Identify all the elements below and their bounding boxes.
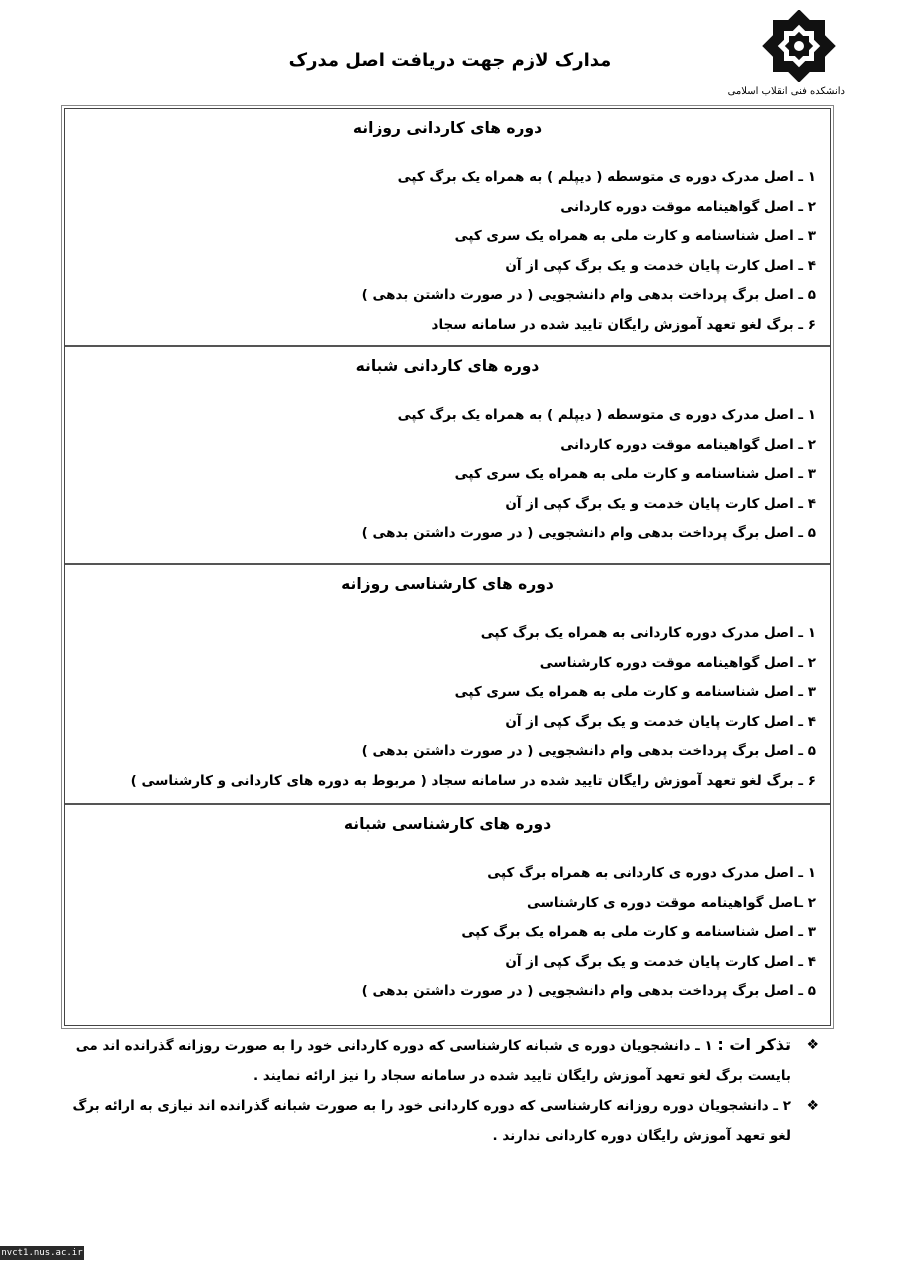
note-text: ۲ ـ دانشجویان دوره روزانه کارشناسی که دوره کاردانی خود را به صورت شبانه گذرانده اند نیازی به ارائه برگ لغو تعهد آموزش رایگان دوره کاردانی ندارند . (72, 1098, 791, 1144)
list-item: ۵ ـ اصل برگ پرداخت بدهی وام دانشجویی ( در صورت داشتن بدهی ) (361, 743, 816, 759)
footer-url: nvct1.nus.ac.ir (1, 1248, 83, 1258)
college-logo (727, 10, 845, 110)
list-item: ۵ ـ اصل برگ پرداخت بدهی وام دانشجویی ( در صورت داشتن بدهی ) (361, 525, 816, 541)
list-item: ۴ ـ اصل کارت پایان خدمت و یک برگ کپی از آن (505, 953, 816, 970)
requirements-list (65, 401, 830, 549)
requirements-table (64, 108, 831, 1026)
list-item: ۳ ـ اصل شناسنامه و کارت ملی به همراه یک سری کپی (454, 684, 816, 700)
list-item: ۵ ـ اصل برگ پرداخت بدهی وام دانشجویی ( در صورت داشتن بدهی ) (361, 983, 816, 999)
note-item (64, 1030, 831, 1091)
list-item: ۳ ـ اصل شناسنامه و کارت ملی به همراه یک سری کپی (454, 466, 816, 482)
section-title: دوره های کاردانی روزانه (352, 119, 543, 137)
logo-caption: دانشکده فنی انقلاب اسلامی (727, 86, 845, 97)
page-title: مدارک لازم جهت دریافت اصل مدرک (288, 50, 612, 71)
list-item: ۵ ـ اصل برگ پرداخت بدهی وام دانشجویی ( در صورت داشتن بدهی ) (361, 287, 816, 303)
section-bachelor-day (65, 565, 830, 805)
section-associate-evening (65, 347, 830, 565)
list-item: ۲ ـ اصل گواهینامه موقت دوره کاردانی (560, 198, 816, 215)
list-item: ۳ ـ اصل شناسنامه و کارت ملی به همراه یک برگ کپی (461, 924, 816, 940)
requirements-list (65, 619, 830, 796)
list-item: ۲ ـاصل گواهینامه موقت دوره ی کارشناسی (526, 894, 816, 911)
note-text: ۱ ـ دانشجویان دوره ی شبانه کارشناسی که دوره کاردانی خود را به صورت روزانه گذرانده اند می بایست برگ لغو تعهد آموزش رایگان تایید شده در سامانه سجاد را نیز ارائه نمایند . (75, 1038, 791, 1084)
logo-emblem-icon (753, 10, 845, 82)
diamond-bullet-icon: ❖ (806, 1037, 819, 1053)
section-associate-day (65, 109, 830, 347)
list-item: ۲ ـ اصل گواهینامه موقت دوره کاردانی (560, 436, 816, 453)
requirements-list (65, 163, 830, 340)
list-item: ۱ ـ اصل مدرک دوره ی کاردانی به همراه برگ کپی (487, 865, 816, 881)
notes-section (64, 1030, 831, 1151)
list-item: ۳ ـ اصل شناسنامه و کارت ملی به همراه یک سری کپی (454, 228, 816, 244)
section-title: دوره های کارشناسی روزانه (341, 575, 554, 593)
list-item: ۴ ـ اصل کارت پایان خدمت و یک برگ کپی از آن (505, 495, 816, 512)
list-item: ۴ ـ اصل کارت پایان خدمت و یک برگ کپی از آن (505, 257, 816, 274)
list-item: ۶ ـ برگ لغو تعهد آموزش رایگان تایید شده در سامانه سجاد ( مربوط به دوره های کاردانی و کارشناسی ) (130, 772, 816, 789)
list-item: ۱ ـ اصل مدرک دوره کاردانی به همراه یک برگ کپی (480, 625, 816, 641)
diamond-bullet-icon: ❖ (806, 1098, 819, 1114)
section-bachelor-evening (65, 805, 830, 1025)
list-item: ۱ ـ اصل مدرک دوره ی متوسطه ( دیپلم ) به همراه یک برگ کپی (397, 407, 816, 423)
list-item: ۴ ـ اصل کارت پایان خدمت و یک برگ کپی از آن (505, 713, 816, 730)
notes-label: تذکر ات : (717, 1035, 791, 1054)
list-item: ۶ ـ برگ لغو تعهد آموزش رایگان تایید شده در سامانه سجاد (431, 316, 816, 333)
section-title: دوره های کارشناسی شبانه (343, 815, 552, 833)
requirements-list (65, 859, 830, 1007)
note-item (64, 1091, 831, 1151)
list-item: ۱ ـ اصل مدرک دوره ی متوسطه ( دیپلم ) به همراه یک برگ کپی (397, 169, 816, 185)
list-item: ۲ ـ اصل گواهینامه موقت دوره کارشناسی (539, 654, 816, 671)
section-title: دوره های کاردانی شبانه (355, 357, 540, 375)
